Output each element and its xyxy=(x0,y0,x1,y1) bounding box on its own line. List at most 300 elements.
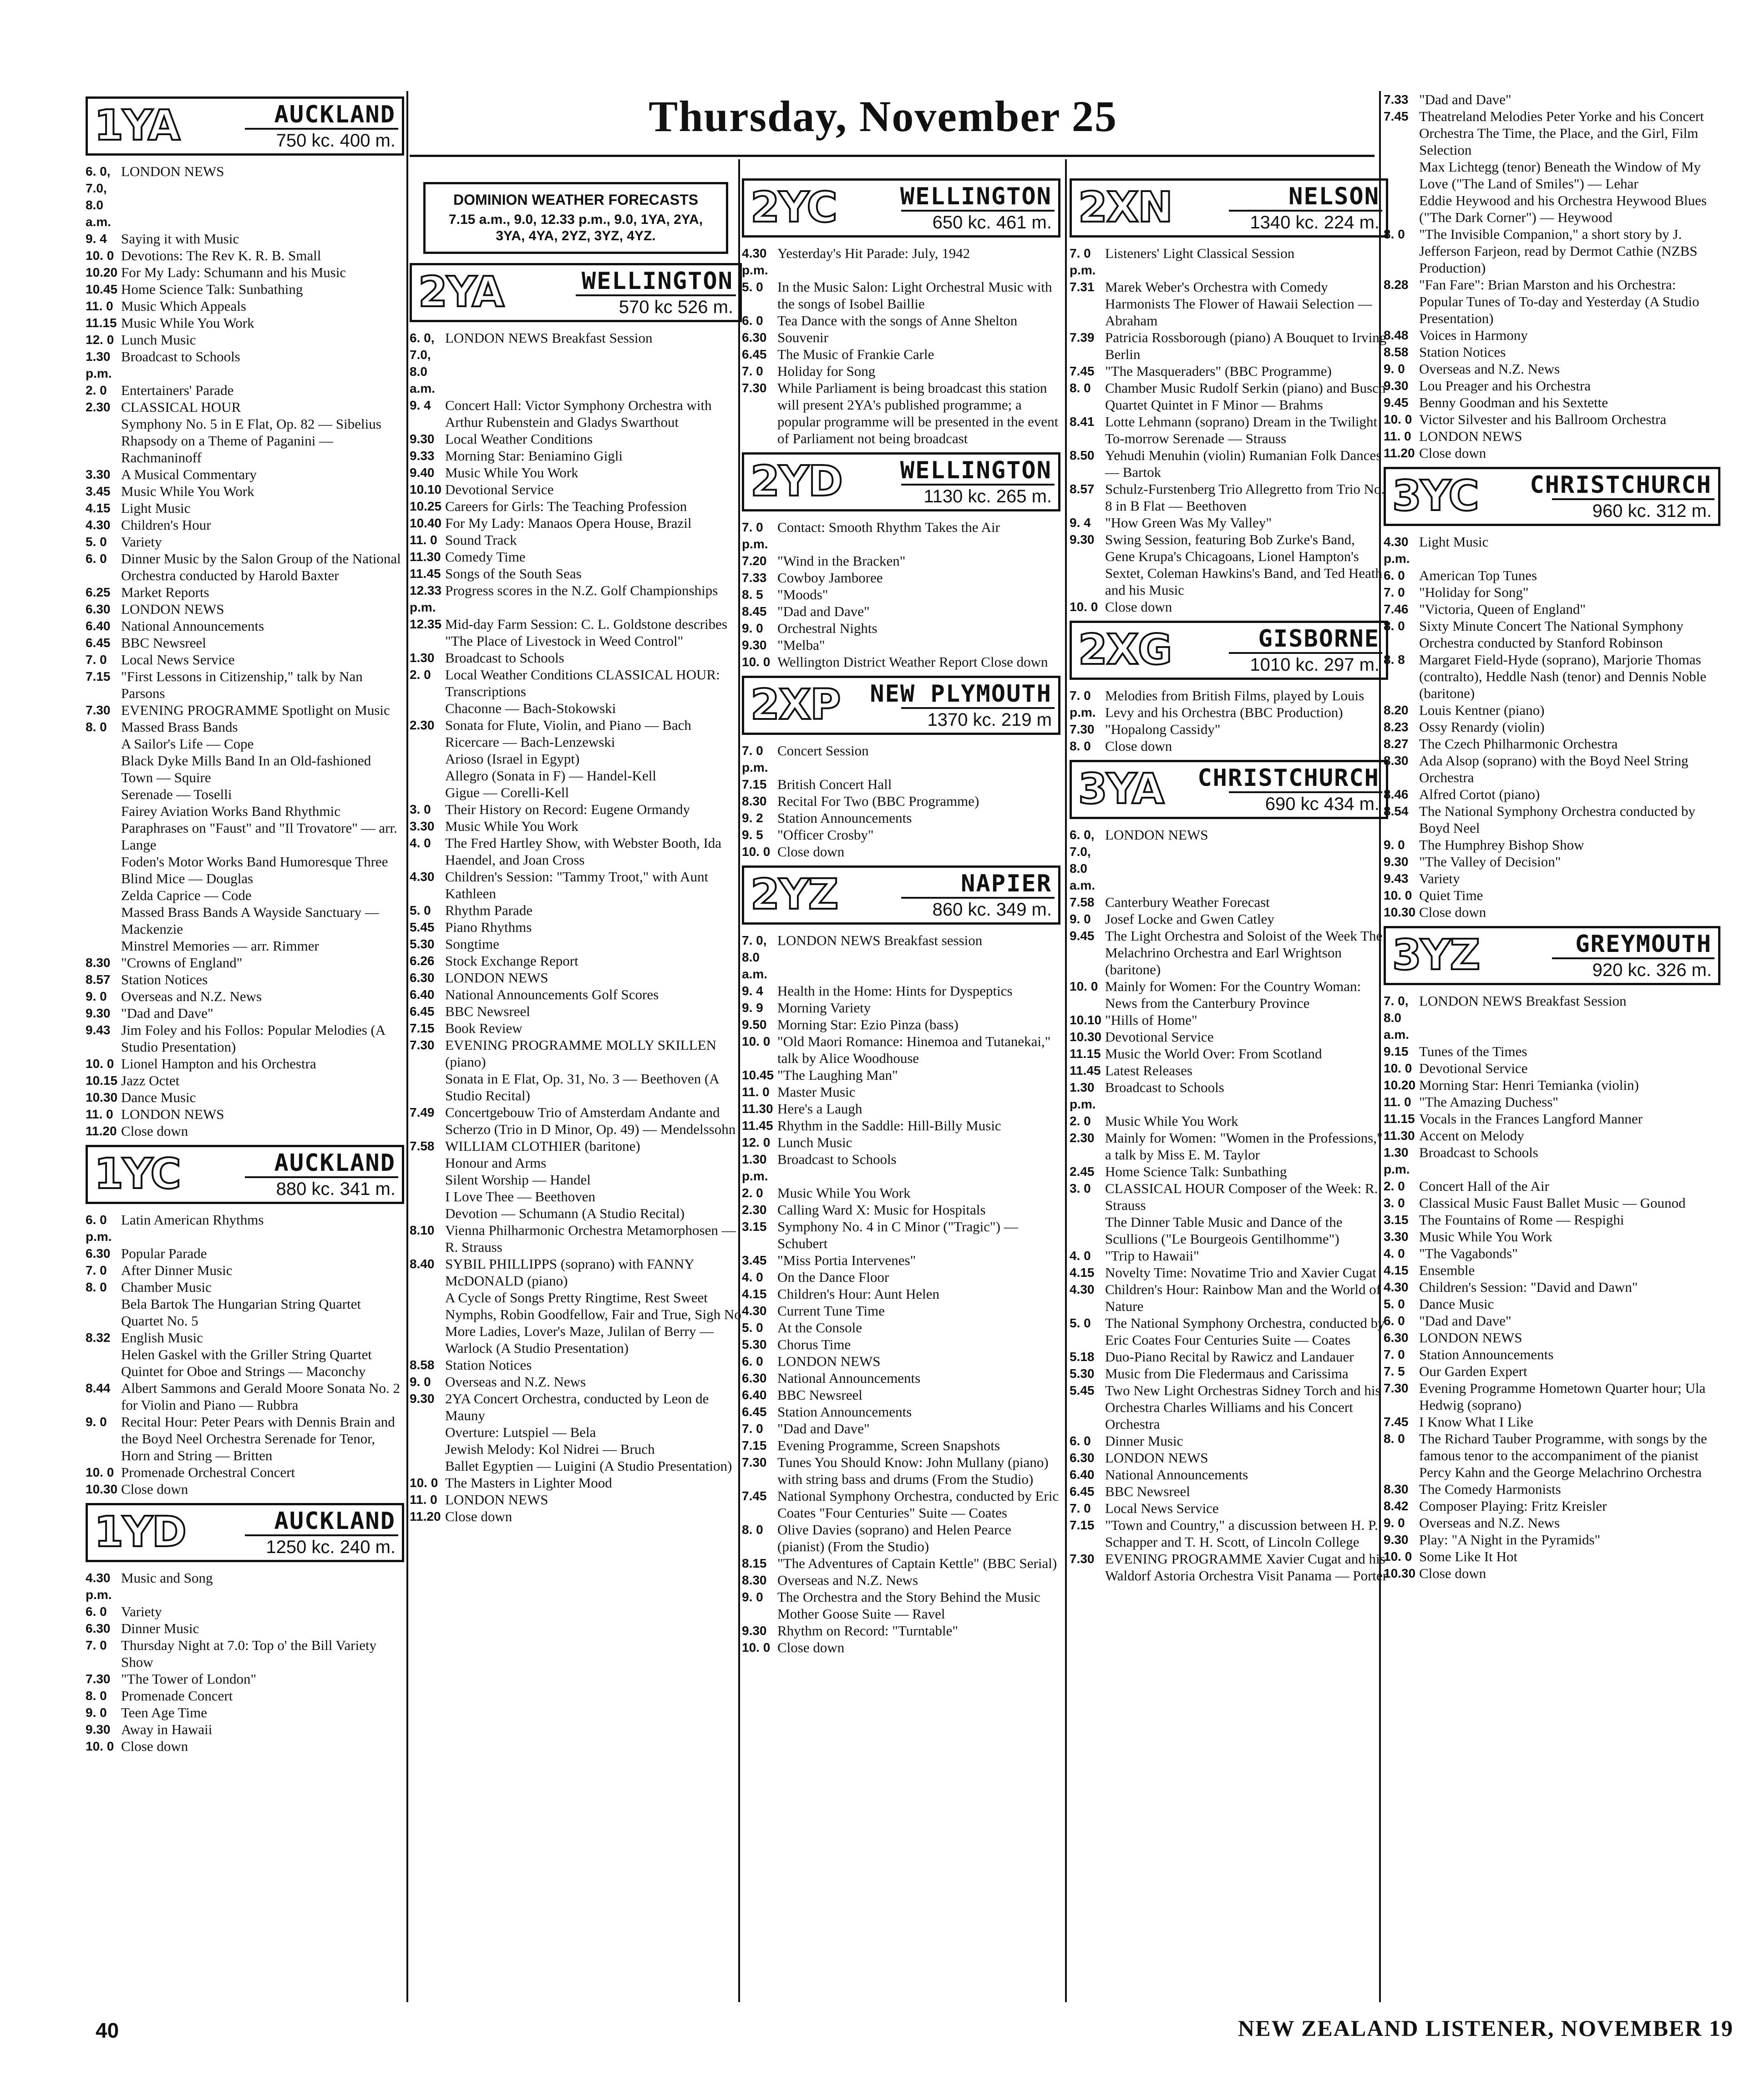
entry-time: 10. 0 xyxy=(742,1640,771,1655)
schedule-entry xyxy=(742,1403,1060,1420)
entry-time: 9.30 xyxy=(86,1006,111,1020)
entry-text: Allegro (Sonata in F) — Handel-Kell xyxy=(445,768,657,784)
entry-time: 4.30 xyxy=(1384,1280,1409,1294)
schedule-entry xyxy=(1384,651,1720,702)
schedule-entry xyxy=(742,245,1060,278)
schedule-entry xyxy=(86,1620,404,1637)
entry-text: "The Masqueraders" (BBC Programme) xyxy=(1105,363,1332,379)
entry-time xyxy=(410,1289,445,1356)
schedule-entry xyxy=(410,1070,742,1104)
entry-text: Morning Star: Beniamino Gigli xyxy=(445,448,623,464)
call-sign: 3YC xyxy=(1392,471,1478,520)
entry-time: 11. 0 xyxy=(410,533,437,547)
entry-text: "Melba" xyxy=(777,637,825,653)
entry-text: Minstrel Memories — arr. Rimmer xyxy=(121,938,319,954)
schedule-entry xyxy=(1070,1264,1388,1281)
schedule-entry xyxy=(86,1055,404,1072)
entry-time: 9. 4 xyxy=(1070,516,1091,530)
entry-text: A Cycle of Songs Pretty Ringtime, Rest Sweet Nymphs, Robin Goodfellow, Fair and True, Sigh No More Ladies, Lover's Maze, Julilan of Berry — Warlock (A Studio Presentation) xyxy=(445,1290,741,1356)
entry-text: National Announcements Golf Scores xyxy=(445,987,659,1002)
schedule-entry xyxy=(86,550,404,584)
entry-time: 9. 0 xyxy=(1384,838,1405,852)
entry-text: Current Tune Time xyxy=(777,1303,885,1319)
entry-time: 9.30 xyxy=(742,638,767,652)
schedule-entry xyxy=(1384,617,1720,651)
entry-text: Careers for Girls: The Teaching Profession xyxy=(445,498,687,514)
schedule-entry xyxy=(742,1370,1060,1387)
entry-text: Jazz Octet xyxy=(121,1073,180,1088)
entry-time: 11.45 xyxy=(1070,1063,1101,1078)
schedule-entry xyxy=(742,552,1060,569)
entry-text: Yehudi Menuhin (violin) Rumanian Folk Dances — Bartok xyxy=(1105,447,1382,480)
schedule-entry xyxy=(86,1637,404,1670)
entry-time: 4. 0 xyxy=(1384,1246,1405,1260)
entry-time: 8.50 xyxy=(1070,448,1095,462)
schedule-entry xyxy=(410,1491,742,1508)
heading-rule xyxy=(410,155,1375,157)
entry-time xyxy=(410,767,445,784)
schedule-entry xyxy=(1070,1500,1388,1517)
entry-text: The Music of Frankie Carle xyxy=(777,346,934,362)
entry-time: 9.50 xyxy=(742,1017,767,1032)
entry-text: Holiday for Song xyxy=(777,363,876,379)
entry-time: 5.18 xyxy=(1070,1350,1095,1364)
entry-text: Duo-Piano Recital by Rawicz and Landauer xyxy=(1105,1349,1354,1365)
entry-time: 9. 0 xyxy=(1070,912,1091,926)
entry-time: 7.33 xyxy=(1384,92,1409,106)
entry-time: 7.30 xyxy=(1070,1552,1095,1566)
schedule-entry xyxy=(1070,1045,1388,1062)
entry-text: "How Green Was My Valley" xyxy=(1105,515,1272,531)
entry-time: 10. 0 xyxy=(86,248,114,263)
entry-text: Dance Music xyxy=(1419,1296,1494,1312)
entry-time: 7.39 xyxy=(1070,330,1095,344)
station-frequency: 860 kc. 349 m. xyxy=(932,900,1052,920)
entry-text: "Old Maori Romance: Hinemoa and Tutanekai," talk by Alice Woodhouse xyxy=(777,1033,1051,1066)
schedule-entry xyxy=(1384,1279,1720,1295)
entry-time: 10.10 xyxy=(410,482,442,496)
schedule-entry xyxy=(1384,108,1720,158)
schedule-entry xyxy=(742,1555,1060,1572)
schedule-entry xyxy=(742,1622,1060,1639)
schedule-entry xyxy=(86,1413,404,1464)
entry-text: After Dinner Music xyxy=(121,1262,233,1278)
schedule-entry xyxy=(742,1319,1060,1336)
schedule-entry xyxy=(1384,1144,1720,1178)
entry-time: 6.26 xyxy=(410,954,435,968)
schedule-entry xyxy=(86,432,404,466)
schedule-entry xyxy=(410,1104,742,1138)
schedule-entry xyxy=(86,314,404,331)
entry-time: 2.45 xyxy=(1070,1164,1095,1179)
station-city: GISBORNE xyxy=(1258,625,1380,653)
station-city: CHRISTCHURCH xyxy=(1197,764,1380,792)
schedule-entry xyxy=(86,1329,404,1346)
entry-text: Bela Bartok The Hungarian String Quartet Quartet No. 5 xyxy=(121,1296,361,1329)
schedule-entry xyxy=(1384,1514,1720,1531)
entry-time xyxy=(410,784,445,801)
entry-text: Albert Sammons and Gerald Moore Sonata No. 2 for Violin and Piano — Rubbra xyxy=(121,1380,400,1413)
entry-text: Rhythm Parade xyxy=(445,902,533,918)
entry-text: Novelty Time: Novatime Trio and Xavier Cugat xyxy=(1105,1265,1376,1280)
entry-time: 5. 0 xyxy=(742,1321,763,1335)
entry-text: Evening Programme Hometown Quarter hour; Ula Hedwig (soprano) xyxy=(1419,1380,1706,1413)
entry-text: Melodies from British Films, played by Louis Levy and his Orchestra (BBC Production) xyxy=(1105,688,1364,720)
schedule-entry xyxy=(742,346,1060,363)
entry-time: 8. 0 xyxy=(86,1280,107,1294)
entry-text: Canterbury Weather Forecast xyxy=(1105,894,1270,910)
station-header-3yz xyxy=(1384,926,1720,985)
schedule-entry xyxy=(86,1380,404,1413)
entry-text: Massed Brass Bands xyxy=(121,719,238,735)
entry-time xyxy=(86,853,121,887)
schedule-entry xyxy=(86,937,404,954)
entry-time: 3.45 xyxy=(742,1253,767,1267)
column-rule-3 xyxy=(1065,159,1067,2002)
entry-time: 8.30 xyxy=(86,956,111,970)
entry-text: Ada Alsop (soprano) with the Boyd Neel String Orchestra xyxy=(1419,753,1689,785)
entry-text: CLASSICAL HOUR Composer of the Week: R. Strauss xyxy=(1105,1180,1378,1213)
schedule-entry xyxy=(86,1295,404,1329)
schedule-entry xyxy=(742,1589,1060,1622)
entry-text: Voices in Harmony xyxy=(1419,327,1528,343)
station-frequency: 650 kc. 461 m. xyxy=(932,213,1052,233)
entry-text: Josef Locke and Gwen Catley xyxy=(1105,911,1274,927)
schedule-entry xyxy=(410,531,742,548)
schedule-entry xyxy=(1070,1483,1388,1500)
entry-time xyxy=(86,752,121,786)
page-number: 40 xyxy=(96,2019,119,2042)
schedule-entry xyxy=(86,1704,404,1721)
entry-text: Music the World Over: From Scotland xyxy=(1105,1046,1322,1062)
entry-time: 8. 0 xyxy=(1384,619,1405,633)
entry-text: LONDON NEWS xyxy=(121,601,224,617)
entry-time: 6. 0, 7.0, 8.0 a.m. xyxy=(86,164,112,229)
schedule-3yc xyxy=(1384,533,1720,921)
schedule-entry xyxy=(742,1067,1060,1083)
schedule-entry xyxy=(410,986,742,1003)
weather-box xyxy=(423,182,728,254)
entry-time: 5.30 xyxy=(742,1337,767,1351)
entry-text: Zelda Caprice — Code xyxy=(121,887,252,903)
station-frequency: 880 kc. 341 m. xyxy=(276,1179,396,1199)
schedule-entry xyxy=(1070,278,1388,329)
entry-text: BBC Newsreel xyxy=(445,1003,530,1019)
entry-text: LONDON NEWS Breakfast Session xyxy=(445,330,653,346)
entry-time xyxy=(1384,192,1419,226)
entry-text: "The Tower of London" xyxy=(121,1671,257,1687)
station-city: GREYMOUTH xyxy=(1575,931,1712,958)
schedule-entry xyxy=(1384,1565,1720,1582)
schedule-entry xyxy=(742,1488,1060,1521)
entry-time: 10.40 xyxy=(410,516,442,530)
entry-time: 1.30 p.m. xyxy=(742,1152,768,1183)
entry-text: "First Lessons in Citizenship," talk by Nan Parsons xyxy=(121,668,363,701)
entry-time: 6.40 xyxy=(742,1388,767,1402)
entry-time xyxy=(410,700,445,717)
station-city: AUCKLAND xyxy=(274,1149,396,1177)
entry-text: "Dad and Dave" xyxy=(121,1005,213,1021)
schedule-2xp xyxy=(742,742,1060,860)
entry-text: Overseas and N.Z. News xyxy=(777,1572,918,1588)
schedule-entry xyxy=(1070,1214,1388,1247)
weather-text: 7.15 a.m., 9.0, 12.33 p.m., 9.0, 1YA, 2YA, 3YA, 4YA, 2YZ, 3YZ, 4YZ. xyxy=(448,212,703,243)
entry-text: Play: "A Night in the Pyramids" xyxy=(1419,1532,1601,1548)
entry-text: Mid-day Farm Session: C. L. Goldstone describes "The Place of Livestock in Weed Control" xyxy=(445,616,727,649)
entry-text: Symphony No. 4 in C Minor ("Tragic") — Schubert xyxy=(777,1219,1018,1251)
entry-time xyxy=(410,1070,445,1104)
entry-time: 10. 0 xyxy=(1384,412,1412,426)
entry-text: "Dad and Dave" xyxy=(1419,91,1511,107)
entry-text: Songs of the South Seas xyxy=(445,566,582,582)
entry-time xyxy=(86,887,121,904)
entry-time: 1.30 p.m. xyxy=(1384,1145,1410,1176)
entry-time: 11.30 xyxy=(410,550,441,564)
entry-time: 4.15 xyxy=(86,501,111,515)
schedule-entry xyxy=(1384,702,1720,719)
entry-time: 9.30 xyxy=(1384,855,1409,869)
entry-time: 8.30 xyxy=(1384,1482,1409,1496)
entry-text: Mainly for Women: "Women in the Professions," a talk by Miss E. M. Taylor xyxy=(1105,1130,1383,1163)
entry-text: Entertainers' Parade xyxy=(121,382,234,398)
station-frequency: 960 kc. 312 m. xyxy=(1592,501,1712,521)
entry-text: The Fountains of Rome — Respighi xyxy=(1419,1212,1624,1228)
schedule-entry xyxy=(742,1521,1060,1555)
entry-time: 6.30 xyxy=(410,971,435,985)
entry-text: The Light Orchestra and Soloist of the Week The Melachrino Orchestra and Earl Wrightson (baritone) xyxy=(1105,928,1383,977)
schedule-entry xyxy=(1070,514,1388,531)
station-frequency: 920 kc. 326 m. xyxy=(1592,960,1712,980)
station-header-2yc xyxy=(742,178,1060,238)
entry-time: 5.45 xyxy=(410,920,435,934)
schedule-entry xyxy=(1070,978,1388,1012)
schedule-entry xyxy=(86,382,404,399)
entry-text: Morning Star: Henri Temianka (violin) xyxy=(1419,1077,1639,1093)
entry-time: 6. 0 xyxy=(1384,568,1405,582)
schedule-entry xyxy=(1070,1432,1388,1449)
entry-time: 11. 0 xyxy=(410,1493,437,1507)
entry-text: Rhythm in the Saddle: Hill-Billy Music xyxy=(777,1118,1001,1133)
entry-text: Children's Hour: Aunt Helen xyxy=(777,1286,940,1302)
station-city: NAPIER xyxy=(961,870,1052,897)
entry-time: 11. 0 xyxy=(86,1107,113,1121)
entry-time: 10. 0 xyxy=(86,1739,114,1753)
entry-text: Station Notices xyxy=(121,972,208,987)
schedule-entry xyxy=(410,1138,742,1154)
entry-time: 6. 0, 7.0, 8.0 a.m. xyxy=(410,331,436,395)
entry-text: Broadcast to Schools xyxy=(777,1151,897,1167)
schedule-entry xyxy=(742,603,1060,620)
schedule-entry xyxy=(1384,533,1720,567)
entry-text: Two New Light Orchestras Sidney Torch and his Orchestra Charles Williams and his Concert Orchestra xyxy=(1105,1382,1381,1432)
entry-text: Close down xyxy=(121,1481,188,1497)
entry-time: 3.15 xyxy=(1384,1213,1409,1227)
entry-time: 2.30 xyxy=(742,1203,767,1217)
entry-text: The Masters in Lighter Mood xyxy=(445,1475,612,1491)
entry-time: 7. 0 xyxy=(1384,1347,1405,1361)
schedule-entry xyxy=(742,1117,1060,1134)
entry-text: The Comedy Harmonists xyxy=(1419,1481,1561,1497)
entry-time: 6.40 xyxy=(86,619,111,633)
schedule-entry xyxy=(742,1218,1060,1252)
entry-time: 6.45 xyxy=(742,347,767,361)
entry-text: Broadcast to Schools xyxy=(121,349,240,364)
entry-time: 8.30 xyxy=(742,794,767,808)
entry-text: British Concert Hall xyxy=(777,776,892,792)
entry-text: While Parliament is being broadcast this station will present 2YA's published programme; a popular programme will be presented in the event of Parliament not being broadcast xyxy=(777,380,1059,446)
schedule-entry xyxy=(86,668,404,702)
entry-text: CLASSICAL HOUR xyxy=(121,399,241,415)
entry-time: 12. 0 xyxy=(742,1135,771,1149)
entry-text: LONDON NEWS xyxy=(445,970,548,986)
entry-time: 3. 0 xyxy=(1384,1196,1405,1210)
entry-text: Overseas and N.Z. News xyxy=(1419,361,1560,377)
schedule-entry xyxy=(1384,394,1720,411)
schedule-entry xyxy=(410,734,742,750)
entry-text: "The Adventures of Captain Kettle" (BBC Serial) xyxy=(777,1555,1057,1571)
entry-time: 2.30 xyxy=(410,718,435,732)
entry-text: "Holiday for Song" xyxy=(1419,584,1529,600)
entry-text: Local Weather Conditions CLASSICAL HOUR: Transcriptions xyxy=(445,667,720,699)
schedule-2ya xyxy=(410,329,742,1525)
schedule-entry xyxy=(86,887,404,904)
entry-time xyxy=(86,432,121,466)
entry-text: Close down xyxy=(1419,904,1486,920)
entry-text: Devotional Service xyxy=(1105,1029,1214,1045)
entry-time: 5. 0 xyxy=(1070,1316,1091,1330)
entry-time: 6.45 xyxy=(410,1004,435,1018)
schedule-entry xyxy=(742,586,1060,603)
entry-text: Progress scores in the N.Z. Golf Championships xyxy=(445,582,718,598)
schedule-entry xyxy=(86,415,404,432)
entry-text: EVENING PROGRAMME Xavier Cugat and his Waldorf Astoria Orchestra Visit Panama — Porter xyxy=(1105,1551,1388,1584)
entry-text: Lunch Music xyxy=(777,1134,852,1150)
schedule-entry xyxy=(86,298,404,314)
schedule-entry xyxy=(86,1089,404,1106)
schedule-entry xyxy=(742,1252,1060,1269)
entry-text: LONDON NEWS Breakfast session xyxy=(777,932,983,948)
station-frequency: 750 kc. 400 m. xyxy=(276,131,396,151)
schedule-entry xyxy=(410,1154,742,1171)
schedule-entry xyxy=(742,278,1060,312)
schedule-entry xyxy=(86,331,404,348)
entry-text: Stock Exchange Report xyxy=(445,953,578,969)
entry-time xyxy=(410,1188,445,1205)
station-city: WELLINGTON xyxy=(900,457,1052,484)
schedule-entry xyxy=(1384,992,1720,1043)
entry-text: Children's Session: "Tammy Troot," with Aunt Kathleen xyxy=(445,869,709,901)
entry-text: LONDON NEWS xyxy=(121,163,224,179)
station-frequency: 1370 kc. 219 m xyxy=(927,710,1052,730)
schedule-entry xyxy=(1384,1245,1720,1262)
entry-text: For My Lady: Schumann and his Music xyxy=(121,264,346,280)
schedule-entry xyxy=(86,601,404,617)
schedule-entry xyxy=(86,247,404,264)
schedule-entry xyxy=(1384,1312,1720,1329)
entry-time: 11. 0 xyxy=(742,1085,770,1099)
entry-time: 6.30 xyxy=(742,1371,767,1385)
entry-text: Light Music xyxy=(121,500,191,516)
entry-time: 10.45 xyxy=(742,1068,774,1082)
entry-time: 9.30 xyxy=(742,1624,767,1638)
station-header-2xg xyxy=(1070,621,1388,680)
schedule-entry xyxy=(1070,481,1388,514)
entry-text: Tunes You Should Know: John Mullany (piano) with string bass and drums (From the Studio) xyxy=(777,1454,1049,1487)
station-frequency: 1340 kc. 224 m. xyxy=(1250,213,1380,233)
entry-text: LONDON NEWS xyxy=(777,1353,881,1369)
schedule-entry xyxy=(742,380,1060,447)
entry-text: Piano Rhythms xyxy=(445,919,532,935)
entry-time xyxy=(86,937,121,954)
entry-time: 4.15 xyxy=(742,1287,767,1301)
schedule-entry xyxy=(86,1106,404,1123)
station-frequency: 1010 kc. 297 m. xyxy=(1250,655,1380,675)
entry-text: Foden's Motor Works Band Humoresque Three Blind Mice — Douglas xyxy=(121,854,388,886)
schedule-entry xyxy=(86,1123,404,1139)
entry-time xyxy=(86,1295,121,1329)
schedule-entry xyxy=(1384,1178,1720,1194)
schedule-entry xyxy=(86,988,404,1005)
schedule-entry xyxy=(86,584,404,601)
column-3 xyxy=(742,173,1060,1656)
schedule-entry xyxy=(86,230,404,247)
entry-time: 8.30 xyxy=(742,1573,767,1587)
schedule-entry xyxy=(410,936,742,952)
entry-text: Quiet Time xyxy=(1419,887,1483,903)
schedule-entry xyxy=(1384,601,1720,617)
entry-time: 7.46 xyxy=(1384,602,1409,616)
entry-text: Overseas and N.Z. News xyxy=(445,1374,586,1390)
entry-time: 8.54 xyxy=(1384,804,1409,818)
schedule-entry xyxy=(742,1033,1060,1067)
schedule-entry xyxy=(1384,276,1720,327)
entry-text: EVENING PROGRAMME Spotlight on Music xyxy=(121,702,390,718)
entry-time xyxy=(410,1154,445,1171)
entry-time: 9. 4 xyxy=(410,398,431,412)
entry-text: "Hopalong Cassidy" xyxy=(1105,721,1221,737)
schedule-entry xyxy=(86,904,404,937)
station-header-2yz xyxy=(742,865,1060,925)
schedule-entry xyxy=(742,810,1060,826)
station-header-3yc xyxy=(1384,467,1720,526)
schedule-entry xyxy=(1384,752,1720,786)
schedule-entry xyxy=(86,1721,404,1738)
schedule-entry xyxy=(86,533,404,550)
entry-time: 1.30 p.m. xyxy=(1070,1080,1096,1111)
entry-text: Music While You Work xyxy=(121,315,254,331)
schedule-entry xyxy=(1384,735,1720,752)
call-sign: 1YA xyxy=(94,101,180,150)
schedule-entry xyxy=(410,1222,742,1255)
schedule-entry xyxy=(410,616,742,649)
entry-time xyxy=(86,1346,121,1380)
schedule-entry xyxy=(86,1245,404,1262)
entry-text: Ossy Renardy (violin) xyxy=(1419,719,1545,735)
schedule-entry xyxy=(1384,1430,1720,1481)
entry-time: 9. 9 xyxy=(742,1001,763,1015)
schedule-entry xyxy=(1384,192,1720,226)
entry-time: 5. 0 xyxy=(410,903,431,917)
entry-time: 9.45 xyxy=(1384,395,1409,410)
entry-time: 9.40 xyxy=(410,466,435,480)
entry-time: 12. 0 xyxy=(86,333,114,347)
entry-text: Music While You Work xyxy=(121,483,254,499)
schedule-entry xyxy=(1070,329,1388,363)
schedule-entry xyxy=(742,1302,1060,1319)
entry-text: Concert Hall of the Air xyxy=(1419,1178,1549,1194)
entry-time: 5. 0 xyxy=(1384,1297,1405,1311)
schedule-entry xyxy=(1384,1363,1720,1380)
